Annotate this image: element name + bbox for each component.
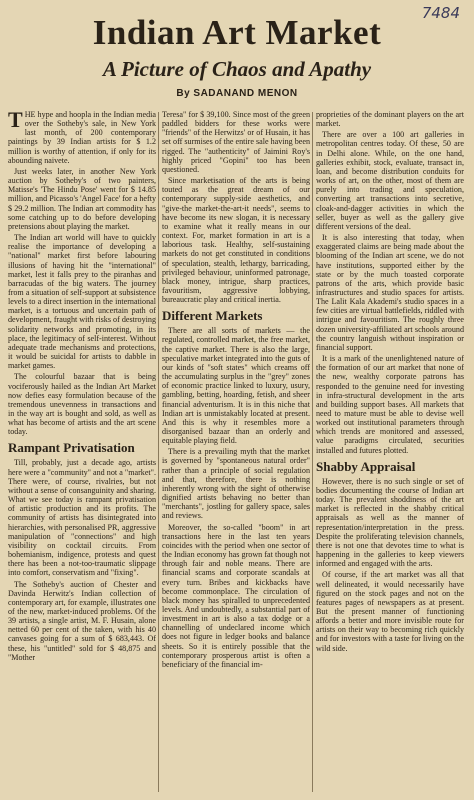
paragraph: Moreover, the so-called "boom" in art transactions here in the last ten years coincides with the period when one sector of the Indian economy has grown fat though not through fair and noble means. There are financial scams and corporate scandals at every turn. Bribes and kickbacks have become commonplace. The circulation of black money has spiralled to unprecedented levels. And undoubtedly, a substantial part of investment in art is also a tax dodge or a channelling of undeclared income which does not figure in ledger books and balance sheets. So it is entirely possible that the contemporary prosperous artist is often a beneficiary of the financial im- (162, 522, 310, 669)
section-heading: Different Markets (162, 308, 263, 324)
paragraph: proprieties of the dominant players on the art market. (316, 110, 464, 129)
paragraph: THE hype and hoopla in the Indian media over the Sotheby's sale, in New York last month, of 200 contemporary paintings by 39 Indian artists for $ 1.2 million is worthy of attention, if only for its abounding naivete. (8, 110, 156, 165)
subheadline: A Picture of Chaos and Apathy (102, 57, 372, 81)
paragraph: It is also interesting that today, when exaggerated claims are being made about the blooming of the Indian art scene, we do not have institutions, supported either by the state or by the much toasted corporate patrons of the arts, which provide basic infrastructures and studio spaces for artists. The Lalit Kala Akademi's studio spaces in a few cities are virtual battlefields, riddled with intrigue and favouritism. The roughly three dozen university-affiliated art schools around the country languish without inspiration or financial support. (316, 233, 464, 352)
section-heading: Shabby Appraisal (316, 458, 416, 474)
paragraph: Of course, if the art market was all that well delineated, it would necessarily have figured on the stock pages and not on the features pages of newspapers as at present. But the present manner of functioning affords a better and more invisible route for artists on their way to becoming rich quickly and for investors with a taste for living on the wild side. (316, 570, 464, 653)
paragraph: However, there is no such single or set of bodies documenting the course of Indian art today. The prevalent shoddiness of the art market is reflected in the shabby critical appraisals as well as the manner of representation/interpretation in the press. Despite the proliferating television channels, there is not one that devotes time to what is happening in the galleries to keep viewers informed and engaged with the arts. (316, 476, 464, 569)
column-1 (8, 110, 156, 796)
paragraph: Just weeks later, in another New York auction by Sotheby's of two painters, Matisse's 'The Hindu Pose' went for $ 14.85 million, and Picasso's 'Angel Face' for a hefty $ 29.2 million. The Indian art commodity has some catching up to do before developing pretensions about playing the market. (8, 166, 156, 231)
paragraph: Teresa" for $ 39,100. Since most of the green paddled bidders for these works were "friends" of the Herwitzs' or of Husain, it has set off surmises of the entire sale having been rigged. The "authenticity" of Jaimini Roy's highly priced "Gopini" too has been questioned. (162, 110, 310, 174)
paragraph: Till, probably, just a decade ago, artists here were a "community" and not a "market". There were, of course, rivalries, but not without a sense of consanguinity and sharing. What we see today is rampant privatisation of artistic production and its profits. The community of artists has disintegrated into hierarchies, with personalised PR, aggressive manipulation of "connections" and high visibility on cocktail circuits. From bohemianism, indigence, protests and quest there has been a not-too-traumatic slippage into comfort, conservatism and "fixing". (8, 458, 156, 578)
drop-cap: T (8, 110, 23, 132)
headline: Indian Art Market (92, 13, 382, 52)
section-heading: Rampant Privatisation (8, 440, 135, 456)
paragraph: It is a mark of the unenlightened nature of the formation of our art market that none of the new, wealthy corporate patrons has responded to the genuine need for investing in infra-structural development in the arts and building support bases. All markets that need to mature must be able to devise well worked out institutional parameters through which trends are monitored and assessed, value paradigms circulated, securities installed and futures plotted. (316, 354, 464, 455)
column-rule (312, 112, 313, 792)
column-rule (158, 112, 159, 792)
paragraph: There are over a 100 art galleries in metropolitan centres today. Of these, 50 are in Delhi alone. While, on the one hand, galleries exhibit, stock, evaluate, transact in, loan, and become distribution conduits for works of art, on the other, most of them are purely into trading and speculation, converting art transactions into secretive, cloak-and-dagger activities in which the seller, buyer as well as the gallery give different versions of the deal. (316, 130, 464, 231)
handwritten-annotation: 7484 (421, 4, 460, 22)
paragraph: Since marketisation of the arts is being touted as the great dream of our contemporary supply-side aesthetics, and "give-the market-the-art-it needs", seems to have become its new slogan, it is necessary to examine what it really means in our context. For, market formation in art is a laborious task. Healthy, self-sustaining markets do not get constituted in conditions of speculation, stealth, lethargy, barricading, privileged behaviour, uninformed patronage, black money, intrigue, sharp practices, favouritism, aggressive lobbying, bureaucratic play and critical inertia. (162, 176, 310, 305)
column-3 (316, 110, 464, 796)
paragraph: The Sotheby's auction of Chester and Davinda Herwitz's Indian collection of contemporary art, for example, illustrates one of the new, market-induced problems. Of the 39 artists, a single artist, M. F. Husain, alone netted 60 per cent of the taken, with his 40 canvases going for a sum of $ 683,443. Of these, his "untitled" sold for $ 48,875 and "Mother (8, 579, 156, 662)
byline: By SADANAND MENON (176, 88, 298, 99)
paragraph: The colourful bazaar that is being vociferously hailed as the Indian Art Market now defies easy formulation because of the tremendous unevenness in transactions and in the way art is bought and sold, as well as what has become of artists and the art scene today. (8, 372, 156, 437)
paragraph: There are all sorts of markets — the regulated, controlled market, the free market, the captive market. There is also the large, speculative market integrated into the guts of our kinds of "soft states" which creams off the accumulating surplus in the "grey" zones of economic practice linked to luxury, usury, gambling, betting, hoarding, fetish, and sheer financial adventurism. It is in this niche that Indian art is unmistakably located at present. And this is why it resembles more a disorganised bazaar than an orderly and equitable playing field. (162, 326, 310, 446)
paragraph: The Indian art world will have to quickly realise the importance of developing a "national" market first before labouring illusions of having hit the "international" market, lest it falls prey to the piranhas and barracudas of the big waters. The journey from a situation of self-support at subsistence levels to a direct insertion in the international market, is a tortuous and uncertain path of development, fraught with risks of destroying solidarity networks and promoting, in its place, the legitimacy of self-interest. Without adequate trade mechanisms and protections, it would be suicidal for artists to dabble in market games. (8, 233, 156, 371)
paragraph: There is a prevailing myth that the market is governed by "spontaneous natural order" rather than a principle of social regulation and that, therefore, there is nothing inherently wrong with the sight of otherwise dignified artists behaving no better than "merchants", jostling for gallery space, sales and reviews. (162, 447, 310, 521)
column-2 (162, 110, 310, 796)
